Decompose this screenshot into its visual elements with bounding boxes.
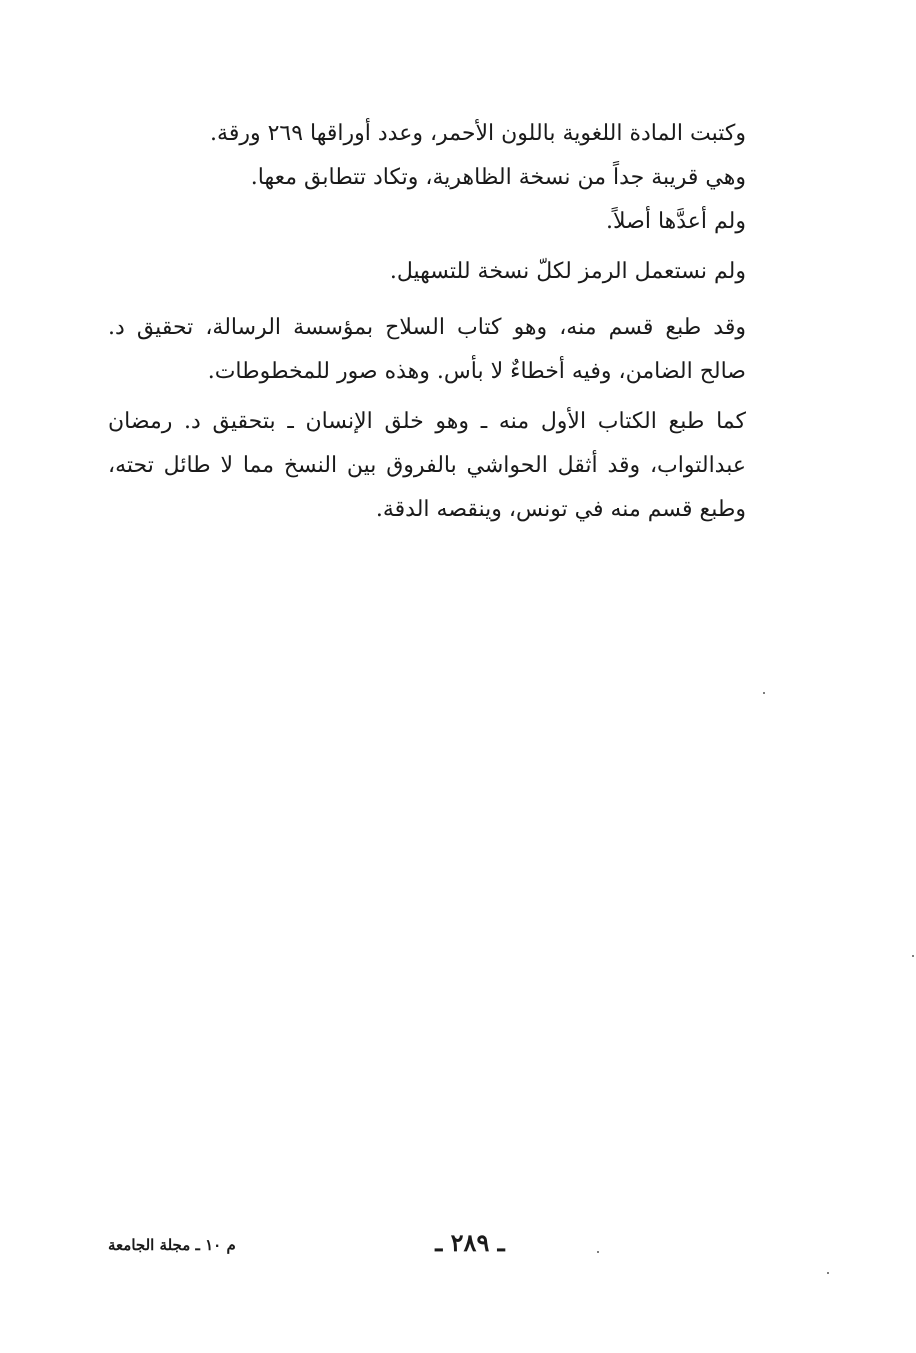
speck-mark (912, 955, 914, 957)
paragraph-3: وقد طبع قسم منه، وهو كتاب السلاح بمؤسسة الرسالة، تحقيق د. صالح الضامن، وفيه أخطاءٌ لا بأس. وهذه صور للمخطوطات. (108, 315, 746, 384)
speck-mark (597, 1251, 599, 1253)
paragraph-1-line-1: وكتبت المادة اللغوية باللون الأحمر، وعدد أوراقها ٢٦٩ ورقة. (210, 121, 746, 146)
paragraph-1-line-2: وهي قريبة جداً من نسخة الظاهرية، وتكاد تتطابق معها. (250, 165, 746, 190)
journal-footer: م ١٠ ـ مجلة الجامعة (108, 1236, 236, 1254)
paragraph-1-line-3: ولم أعدَّها أصلاً. (606, 209, 746, 234)
paragraph-4: كما طبع الكتاب الأول منه ـ وهو خلق الإنسان ـ بتحقيق د. رمضان عبدالتواب، وقد أثقل الحواشي بالفروق بين النسخ مما لا طائل تحته، وطبع قسم منه في تونس، وينقصه الدقة. (108, 409, 746, 522)
body-text (108, 112, 806, 532)
page-number: ـ ٢٨٩ ـ (435, 1228, 505, 1257)
paragraph-2: ولم نستعمل الرمز لكلّ نسخة للتسهيل. (389, 259, 746, 284)
speck-mark (763, 692, 765, 694)
speck-mark (827, 1272, 829, 1274)
